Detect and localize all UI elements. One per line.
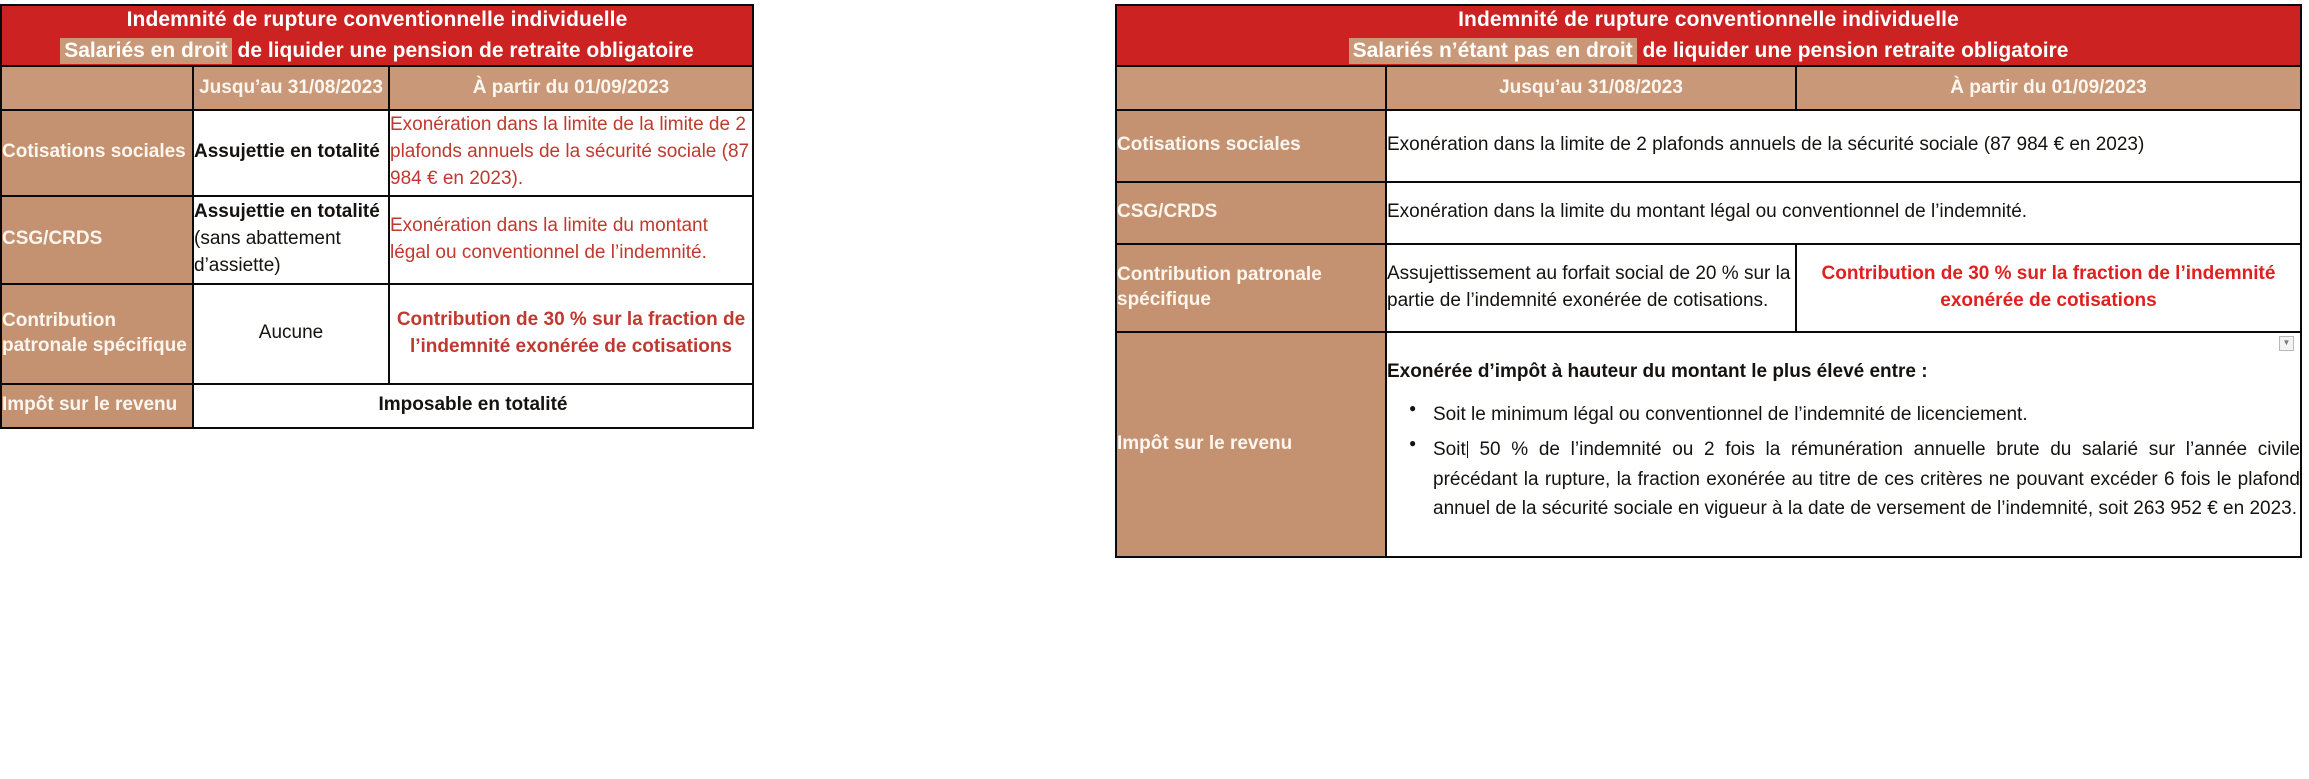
left-row0-col1: Assujettie en totalité [193, 110, 389, 196]
left-banner-highlight: Salariés en droit [60, 38, 231, 64]
list-item: ● Soit le minimum légal ou conventionnel de l’indemnité de licenciement. [1433, 400, 2300, 429]
left-row-label-contribution: Contribution patronale spécifique [1, 284, 193, 384]
table-row [1, 196, 753, 284]
left-row2-col1: Aucune [193, 284, 389, 384]
right-banner-line2-rest: de liquider une pension retraite obligatoire [1636, 39, 2069, 63]
right-row-label-cotisations: Cotisations sociales [1116, 110, 1386, 182]
left-header-row [1, 66, 753, 110]
right-header-row [1116, 66, 2301, 110]
left-banner [1, 5, 753, 66]
right-banner-row [1116, 5, 2301, 66]
left-row1-col2: Exonération dans la limite du montant légal ou conventionnel de l’indemnité. [389, 196, 753, 284]
left-table [0, 4, 754, 429]
bullet2-prefix: Soit [1433, 439, 1466, 461]
right-table [1115, 4, 2302, 558]
left-row3-value: Imposable en totalité [193, 384, 753, 428]
left-row1-col1-main: Assujettie en totalité [194, 201, 380, 223]
left-row1-col1 [193, 196, 389, 284]
table-row [1, 384, 753, 428]
right-header-col1: Jusqu’au 31/08/2023 [1386, 66, 1796, 110]
right-header-col2: À partir du 01/09/2023 [1796, 66, 2301, 110]
table-row [1116, 110, 2301, 182]
left-row-label-cotisations: Cotisations sociales [1, 110, 193, 196]
left-row-label-csgcrds: CSG/CRDS [1, 196, 193, 284]
right-tax-cell [1386, 332, 2301, 557]
right-banner-line2 [1117, 37, 2300, 64]
bullet2-rest: 50 % de l’indemnité ou 2 fois la rémunération annuelle brute du salarié sur l’année civile précédant la rupture, la fraction exonérée au titre de ces critères ne pouvant excéder 6 fois le plafond annuel de la sécurité sociale en vigueur à la date de versement de l’indemnité, soit 263 952 € en 2023. [1433, 439, 2300, 520]
table-row [1, 284, 753, 384]
scroll-down-icon[interactable]: ▼ [2279, 336, 2294, 351]
left-banner-line1: Indemnité de rupture conventionnelle individuelle [126, 8, 628, 31]
left-header-blank [1, 66, 193, 110]
left-banner-line2-rest: de liquider une pension de retraite obligatoire [231, 39, 694, 63]
left-table-container [0, 4, 752, 429]
table-row [1116, 332, 2301, 557]
table-row [1116, 244, 2301, 332]
right-banner-line1: Indemnité de rupture conventionnelle individuelle [1458, 8, 1959, 31]
left-row0-col2: Exonération dans la limite de la limite de 2 plafonds annuels de la sécurité sociale (87 984 € en 2023). [389, 110, 753, 196]
right-banner-highlight: Salariés n’étant pas en droit [1349, 38, 1637, 64]
right-banner [1116, 5, 2301, 66]
right-tax-lead: Exonérée d’impôt à hauteur du montant le plus élevé entre : [1387, 360, 1928, 382]
left-row-label-impot: Impôt sur le revenu [1, 384, 193, 428]
right-row-label-csgcrds: CSG/CRDS [1116, 182, 1386, 244]
left-header-col1: Jusqu’au 31/08/2023 [193, 66, 389, 110]
left-banner-line2 [2, 37, 752, 64]
right-row-label-contribution: Contribution patronale spécifique [1116, 244, 1386, 332]
right-table-container [1115, 4, 2300, 558]
right-row2-col1: Assujettissement au forfait social de 20 % sur la partie de l’indemnité exonérée de cotisations. [1386, 244, 1796, 332]
list-item [1433, 435, 2300, 523]
left-row2-col2: Contribution de 30 % sur la fraction de l’indemnité exonérée de cotisations [389, 284, 753, 384]
left-banner-row [1, 5, 753, 66]
table-row [1, 110, 753, 196]
right-header-blank [1116, 66, 1386, 110]
text-cursor [1467, 441, 1468, 458]
left-row1-col1-sub: (sans abattement d’assiette) [194, 228, 341, 277]
right-row1-value: Exonération dans la limite du montant légal ou conventionnel de l’indemnité. [1386, 182, 2301, 244]
right-row-label-impot: Impôt sur le revenu [1116, 332, 1386, 557]
left-header-col2: À partir du 01/09/2023 [389, 66, 753, 110]
table-row [1116, 182, 2301, 244]
right-row2-col2: Contribution de 30 % sur la fraction de l’indemnité exonérée de cotisations [1796, 244, 2301, 332]
right-tax-bullet-list [1387, 400, 2300, 524]
right-row0-value: Exonération dans la limite de 2 plafonds annuels de la sécurité sociale (87 984 € en 2023) [1386, 110, 2301, 182]
